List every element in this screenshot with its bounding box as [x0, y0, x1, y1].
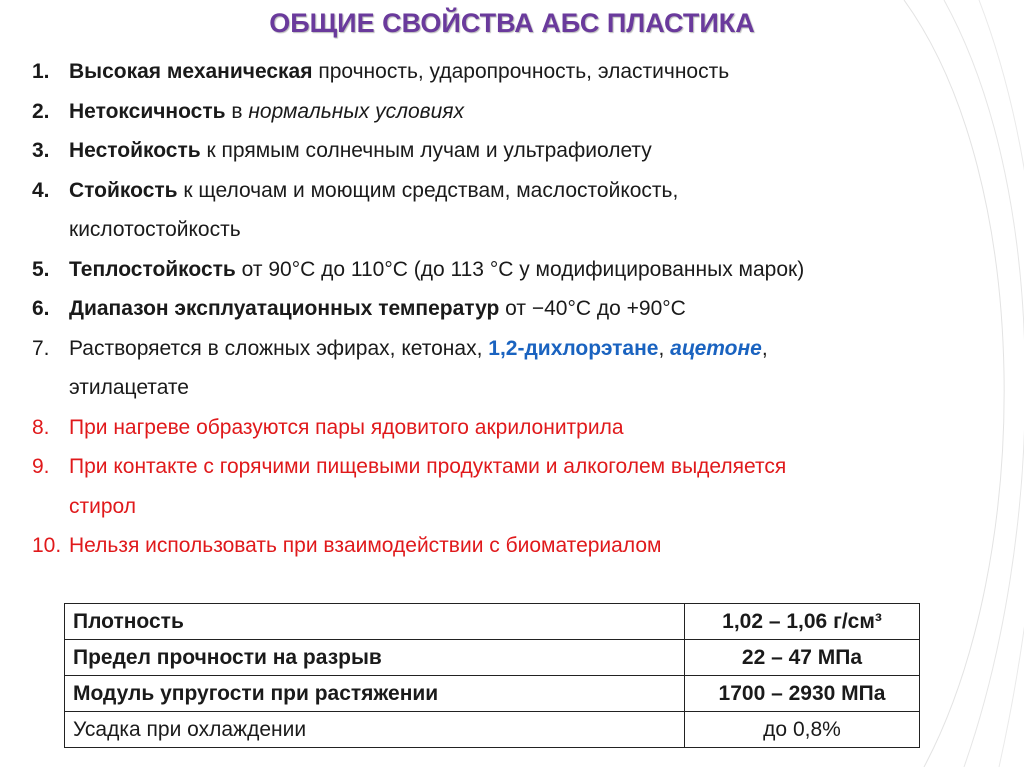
properties-list	[32, 52, 992, 566]
item-text: от −40°С до +90°С	[499, 297, 686, 320]
table-cell-value: 1,02 – 1,06 г/см³	[685, 604, 920, 640]
item-separator: ,	[761, 336, 768, 360]
item-text: к прямым солнечным лучам и ультрафиолету	[200, 139, 652, 162]
item-highlight-text: ацетоне	[670, 336, 762, 360]
table-cell-value: 1700 – 2930 МПа	[685, 676, 920, 712]
item-text: в	[225, 99, 249, 123]
list-item	[32, 408, 992, 448]
item-number: 4.	[32, 178, 50, 202]
list-item	[32, 92, 992, 132]
item-italic-text: нормальных условиях	[248, 99, 464, 123]
item-separator: ,	[658, 336, 671, 360]
item-bold-text: Высокая механическая	[69, 60, 313, 83]
item-text: Нельзя использовать при взаимодействии с биоматериалом	[69, 534, 662, 557]
list-item	[32, 447, 992, 526]
item-text: Растворяется в сложных эфирах, кетонах,	[69, 336, 489, 360]
item-number: 9.	[32, 455, 50, 478]
table-cell-property: Модуль упругости при растяжении	[65, 676, 685, 712]
table-cell-value: до 0,8%	[685, 712, 920, 748]
item-bold-text: Нестойкость	[69, 139, 201, 162]
item-text-continued: стирол	[69, 494, 136, 518]
list-item	[32, 329, 992, 408]
item-number: 1.	[32, 60, 50, 83]
item-number: 6.	[32, 297, 50, 320]
list-item	[32, 526, 992, 566]
slide-title: ОБЩИЕ СВОЙСТВА АБС ПЛАСТИКА	[269, 8, 755, 38]
item-text-continued: этилацетате	[69, 376, 189, 399]
table-row	[65, 712, 920, 748]
table-cell-property: Предел прочности на разрыв	[65, 640, 685, 676]
item-text: от 90°С до 110°С (до 113 °С у модифицированных марок)	[235, 257, 805, 281]
properties-table	[64, 603, 920, 748]
item-number: 7.	[32, 336, 50, 360]
item-bold-text: Диапазон эксплуатационных температур	[69, 297, 500, 320]
list-item	[32, 171, 992, 250]
item-text: При контакте с горячими пищевыми продуктами и алкоголем выделяется	[69, 455, 787, 478]
item-number: 5.	[32, 257, 50, 281]
table-row	[65, 640, 920, 676]
list-item	[32, 52, 992, 92]
item-number: 3.	[32, 139, 50, 162]
item-text: При нагреве образуются пары ядовитого акрилонитрила	[69, 415, 624, 439]
list-item	[32, 289, 992, 329]
list-item	[32, 131, 992, 171]
table-cell-value: 22 – 47 МПа	[685, 640, 920, 676]
item-number: 8.	[32, 415, 50, 439]
item-text-continued: кислотостойкость	[69, 218, 241, 241]
item-highlight-text: 1,2-дихлорэтане	[488, 336, 659, 360]
item-number: 2.	[32, 99, 50, 123]
item-number: 10.	[32, 534, 62, 557]
table-cell-property: Плотность	[65, 604, 685, 640]
item-text: к щелочам и моющим средствам, маслостойкость,	[177, 178, 679, 202]
table-row	[65, 604, 920, 640]
item-bold-text: Нетоксичность	[69, 99, 226, 123]
table-cell-property: Усадка при охлаждении	[65, 712, 685, 748]
table-row	[65, 676, 920, 712]
item-bold-text: Теплостойкость	[69, 257, 236, 281]
list-item	[32, 250, 992, 290]
item-bold-text: Стойкость	[69, 178, 178, 202]
item-text: прочность, ударопрочность, эластичность	[312, 60, 730, 83]
